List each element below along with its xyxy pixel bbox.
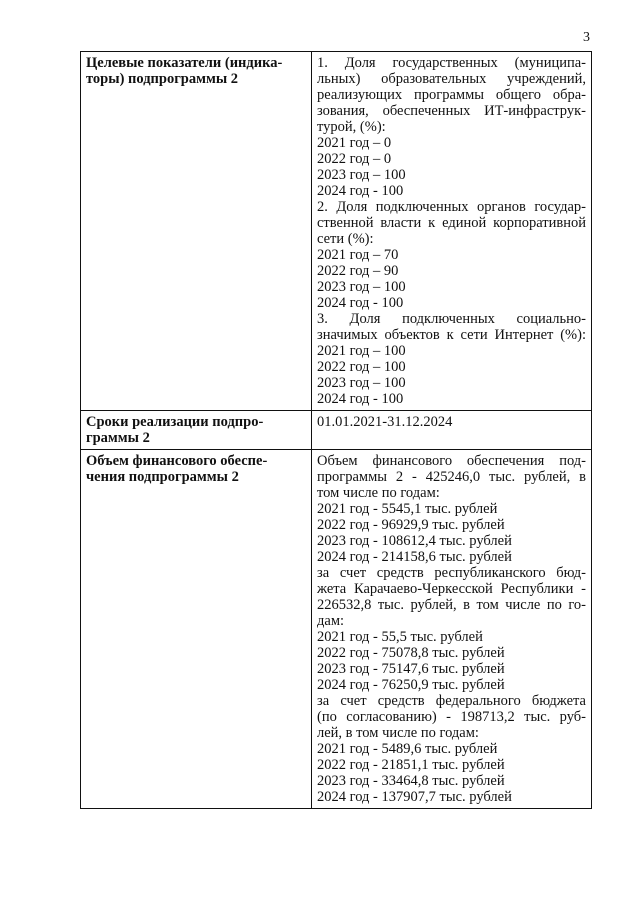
value-cell-financing-volume xyxy=(312,450,592,809)
value-line: 2024 год - 100 xyxy=(317,391,404,407)
value-line: значимых объектов к сети Интернет (%): xyxy=(317,327,586,343)
value-line: 2023 год - 108612,4 тыс. рублей xyxy=(317,533,512,549)
value-line: дам: xyxy=(317,613,345,629)
value-line: 3. Доля подключенных социально- xyxy=(317,311,586,327)
value-line: 1. Доля государственных (муниципа- xyxy=(317,55,586,71)
value-line: жета Карачаево-Черкесской Республики - xyxy=(317,581,586,597)
value-line: за счет средств республиканского бюд- xyxy=(317,565,586,581)
value-line: 2024 год - 214158,6 тыс. рублей xyxy=(317,549,512,565)
label-line: Целевые показатели (индика- xyxy=(86,55,283,71)
value-line: 2022 год - 21851,1 тыс. рублей xyxy=(317,757,505,773)
value-line: (по согласованию) - 198713,2 тыс. руб- xyxy=(317,709,586,725)
label-line: Сроки реализации подпро- xyxy=(86,414,264,430)
label-line: чения подпрограммы 2 xyxy=(86,469,239,485)
value-line: 2022 год – 100 xyxy=(317,359,406,375)
value-line: 01.01.2021-31.12.2024 xyxy=(317,414,453,430)
subprogram-passport-table xyxy=(80,51,592,809)
table-row-financing-volume xyxy=(81,450,592,809)
value-line: 2021 год - 5545,1 тыс. рублей xyxy=(317,501,498,517)
value-line: 2024 год - 137907,7 тыс. рублей xyxy=(317,789,512,805)
value-line: сети (%): xyxy=(317,231,374,247)
value-line: 2022 год – 0 xyxy=(317,151,392,167)
value-line: 2022 год - 96929,9 тыс. рублей xyxy=(317,517,505,533)
label-cell-target-indicators xyxy=(81,52,312,411)
value-line: 2023 год - 33464,8 тыс. рублей xyxy=(317,773,505,789)
value-line: ственной власти к единой корпоративной xyxy=(317,215,586,231)
value-line: 2024 год - 100 xyxy=(317,295,404,311)
value-line: зования, обеспеченных ИТ-инфраструк- xyxy=(317,103,586,119)
value-line: 2024 год - 100 xyxy=(317,183,404,199)
table-row-target-indicators xyxy=(81,52,592,411)
value-line: 2021 год – 0 xyxy=(317,135,392,151)
label-cell-financing-volume xyxy=(81,450,312,809)
value-line: 226532,8 тыс. рублей, в том числе по го- xyxy=(317,597,586,613)
value-line: 2024 год - 76250,9 тыс. рублей xyxy=(317,677,505,693)
value-line: 2021 год - 55,5 тыс. рублей xyxy=(317,629,483,645)
value-line: 2023 год - 75147,6 тыс. рублей xyxy=(317,661,505,677)
value-line: 2021 год – 70 xyxy=(317,247,399,263)
value-line: том числе по годам: xyxy=(317,485,440,501)
value-line: 2021 год – 100 xyxy=(317,343,406,359)
value-line: 2021 год - 5489,6 тыс. рублей xyxy=(317,741,498,757)
value-line: 2. Доля подключенных органов государ- xyxy=(317,199,586,215)
label-cell-implementation-period xyxy=(81,411,312,450)
value-line: 2023 год – 100 xyxy=(317,167,406,183)
value-line: 2022 год - 75078,8 тыс. рублей xyxy=(317,645,505,661)
value-line: лей, в том числе по годам: xyxy=(317,725,479,741)
value-line: Объем финансового обеспечения под- xyxy=(317,453,586,469)
value-line: программы 2 - 425246,0 тыс. рублей, в xyxy=(317,469,586,485)
value-line: льных) образовательных учреждений, xyxy=(317,71,586,87)
value-line: 2023 год – 100 xyxy=(317,279,406,295)
value-cell-implementation-period xyxy=(312,411,592,450)
table-row-implementation-period xyxy=(81,411,592,450)
label-line: Объем финансового обеспе- xyxy=(86,453,268,469)
page-number: 3 xyxy=(583,30,590,45)
value-line: 2023 год – 100 xyxy=(317,375,406,391)
value-line: реализующих программы общего обра- xyxy=(317,87,586,103)
value-line: 2022 год – 90 xyxy=(317,263,399,279)
value-line: турой, (%): xyxy=(317,119,386,135)
label-line: граммы 2 xyxy=(86,430,150,446)
value-line: за счет средств федерального бюджета xyxy=(317,693,586,709)
label-line: торы) подпрограммы 2 xyxy=(86,71,239,87)
value-cell-target-indicators xyxy=(312,52,592,411)
